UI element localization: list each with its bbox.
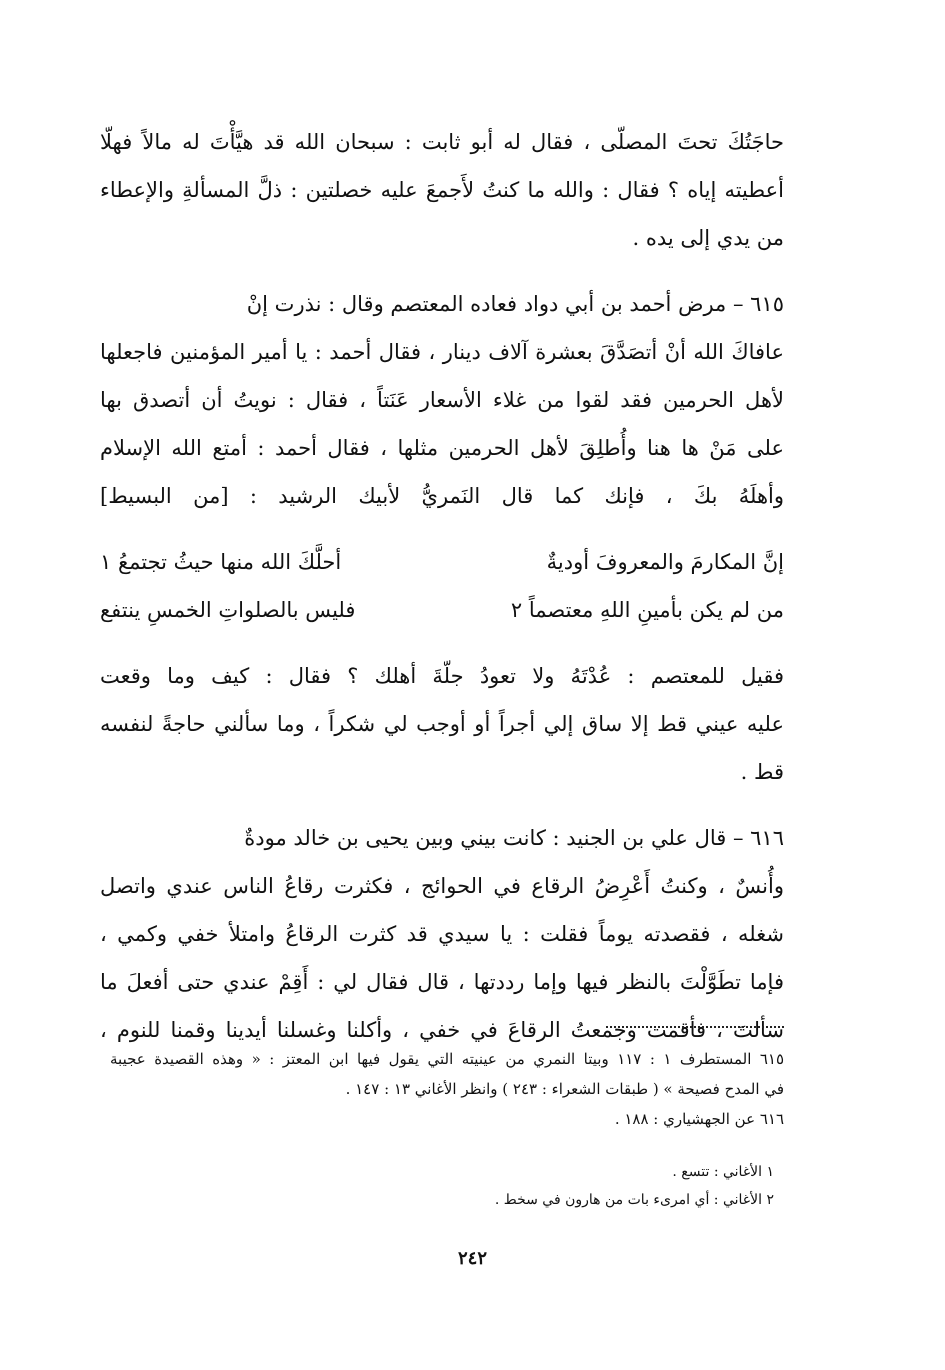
verse-first-hemistich: من لم يكن بأمينِ اللهِ معتصماً ٢ — [510, 598, 784, 622]
note-line: ٢ الأغاني : أي امرىء بات من هارون في سخط . — [494, 1192, 774, 1208]
text-line: قط . — [740, 760, 784, 784]
verse-second-hemistich: أحلَّكَ الله منها حيثُ تجتمعُ ١ — [100, 550, 342, 574]
source-footnotes — [110, 1044, 784, 1134]
verse-line — [100, 538, 784, 586]
text-line: سألتَ ، فأقمت وجمعتُ الرقاعَ في خفي ، وأكلنا وغسلنا أيدينا وقمنا للنوم ، — [100, 1018, 784, 1042]
paragraph-616 — [100, 814, 784, 1054]
text-line: فقيل للمعتصم : عُدْتَهُ ولا تعودُ جلّةَ أهلك ؟ فقال : كيف وما وقعت — [100, 664, 784, 688]
text-line: عليه عيني قط إلا ساق إلي أجراً أو أوجب لي شكراً ، وما سألني حاجةً لنفسه — [100, 712, 784, 736]
footnote-line: ٦١٥ المستطرف ١ : ١١٧ وبيتا النمري من عينيته التي يقول فيها ابن المعتز : « وهذه القصيدة عجيبة — [110, 1050, 784, 1068]
verse-line — [100, 586, 784, 634]
note-line: ١ الأغاني : تتسع . — [672, 1164, 774, 1180]
text-line: من يدي إلى يده . — [632, 226, 784, 250]
paragraph-615 — [100, 280, 784, 520]
poem-verses — [100, 538, 784, 634]
text-line: لأهل الحرمين فقد لقوا من غلاء الأسعار عَنَتاً ، فقال : نويتُ أن أتصدق بها — [100, 388, 784, 412]
verse-notes — [300, 1158, 774, 1214]
footnote-line: في المدح فصيحة » ( طبقات الشعراء : ٢٤٣ ) وانظر الأغاني ١٣ : ١٤٧ . — [345, 1080, 784, 1098]
text-line: حاجَتُكَ تحتَ المصلّى ، فقال له أبو ثابت : سبحان الله قد هيَّأْتَ له مالاً فهلّا — [100, 130, 784, 154]
text-line: ٦١٦ – قال علي بن الجنيد : كانت بيني وبين يحيى بن خالد مودةٌ — [244, 826, 784, 850]
text-line: على مَنْ ها هنا وأُطلِقَ لأهل الحرمين مثلها ، فقال أحمد : أمتع الله الإسلام — [100, 436, 784, 460]
text-line: عافاكَ الله أنْ أتصَدَّقَ بعشرة آلاف دينار ، فقال أحمد : يا أمير المؤمنين فاجعلها — [100, 340, 784, 364]
footnote-line: ٦١٦ عن الجهشياري : ١٨٨ . — [614, 1110, 784, 1128]
verse-second-hemistich: فليس بالصلواتِ الخمسِ ينتفع — [100, 598, 356, 622]
main-text — [100, 118, 784, 1072]
paragraph-continuation — [100, 118, 784, 262]
text-line: فإما تطَوَّلْتَ بالنظر فيها وإما رددتها ، قال فقال لي : أَقِمْ عندي حتى أفعلَ ما — [100, 970, 784, 994]
paragraph-615-continued — [100, 652, 784, 796]
text-line: وأهلَهُ بكَ ، فإنك كما قال النَمريُّ لأبيك الرشيد : [من البسيط] — [100, 484, 784, 508]
page-number: ٢٤٢ — [457, 1248, 487, 1269]
text-line: وأُنسٌ ، وكنتُ أَعْرِضُ الرقاع في الحوائج ، فكثرت رقاعُ الناس عندي واتصل — [100, 874, 784, 898]
text-line: شغله ، فقصدته يوماً فقلت : يا سيدي قد كثرت الرقاعُ وامتلأ خفي وكمي ، — [100, 922, 784, 946]
text-line: أعطيته إياه ؟ فقال : والله ما كنتُ لأَجمعَ عليه خصلتين : ذلَّ المسألةِ والإعطاء — [100, 178, 784, 202]
verse-first-hemistich: إنَّ المكارمَ والمعروفَ أوديةٌ — [546, 550, 784, 574]
footnote-divider — [606, 1026, 784, 1028]
text-line: ٦١٥ – مرض أحمد بن أبي دواد فعاده المعتصم وقال : نذرت إنْ — [246, 292, 784, 316]
